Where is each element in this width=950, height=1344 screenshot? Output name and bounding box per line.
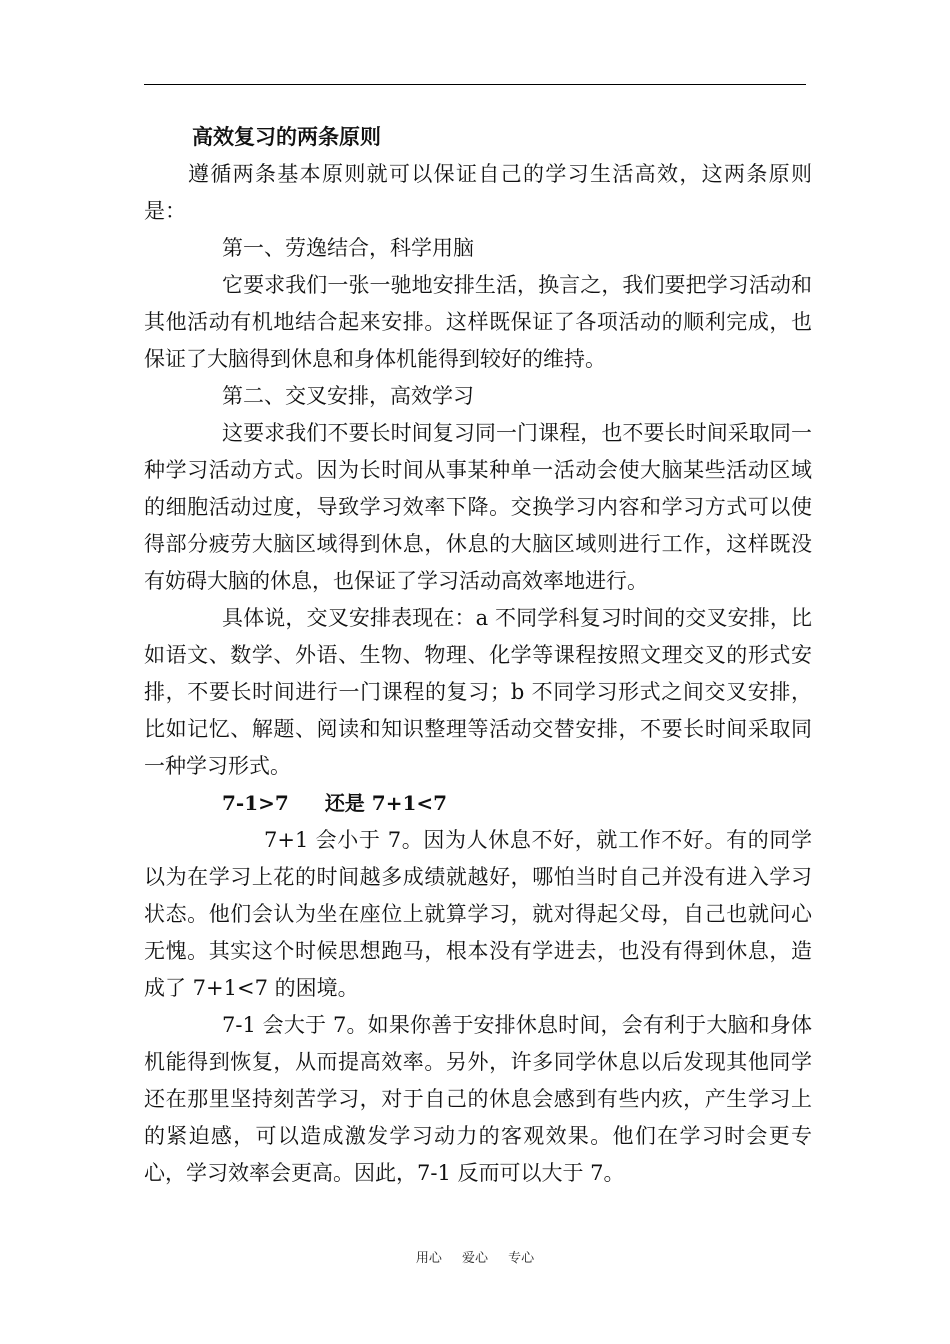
principle-one-body: 它要求我们一张一驰地安排生活，换言之，我们要把学习活动和其他活动有机地结合起来安排。这样既保证了各项活动的顺利完成，也保证了大脑得到休息和身体机能得到较好的维持。 (144, 273, 812, 371)
footer-item-3: 专心 (508, 1251, 535, 1266)
header-rule (144, 84, 806, 85)
page-title: 高效复习的两条原则 (192, 125, 381, 149)
principle-two-heading: 第二、交叉安排，高效学习 (222, 384, 474, 408)
plus-paragraph: 7+1 会小于 7。因为人休息不好，就工作不好。有的同学以为在学习上花的时间越多成绩就越好，哪怕当时自己并没有进入学习状态。他们会认为坐在座位上就算学习，就对得起父母，自己也就问心无愧。其实这个时候思想跑马，根本没有学进去，也没有得到休息，造成了 7+1<7 的困境。 (144, 828, 812, 1000)
equation-heading (144, 785, 812, 822)
page-footer (0, 1247, 950, 1266)
footer-item-1: 用心 (415, 1251, 442, 1266)
footer-item-2: 爱心 (461, 1251, 488, 1266)
intro-paragraph: 遵循两条基本原则就可以保证自己的学习生活高效，这两条原则是： (144, 162, 812, 223)
minus-paragraph: 7-1 会大于 7。如果你善于安排休息时间，会有利于大脑和身体机能得到恢复，从而提高效率。另外，许多同学休息以后发现其他同学还在那里坚持刻苦学习，对于自己的休息会感到有些内疚，产生学习上的紧迫感，可以造成激发学习动力的客观效果。他们在学习时会更专心，学习效率会更高。因此，7-1 反而可以大于 7。 (144, 1013, 812, 1185)
equation-right: 还是 7+1<7 (324, 791, 448, 815)
principle-one-heading: 第一、劳逸结合，科学用脑 (222, 236, 474, 260)
principle-two-body: 这要求我们不要长时间复习同一门课程，也不要长时间采取同一种学习活动方式。因为长时间从事某种单一活动会使大脑某些活动区域的细胞活动过度，导致学习效率下降。交换学习内容和学习方式可以使得部分疲劳大脑区域得到休息，休息的大脑区域则进行工作，这样既没有妨碍大脑的休息，也保证了学习活动高效率地进行。 (144, 421, 812, 593)
equation-left: 7-1>7 (222, 791, 289, 815)
document-body (144, 118, 812, 1192)
principle-two-detail: 具体说，交叉安排表现在：a 不同学科复习时间的交叉安排，比如语文、数学、外语、生物、物理、化学等课程按照文理交叉的形式安排，不要长时间进行一门课程的复习；b 不同学习形式之间交叉安排，比如记忆、解题、阅读和知识整理等活动交替安排，不要长时间采取同一种学习形式。 (144, 606, 812, 778)
